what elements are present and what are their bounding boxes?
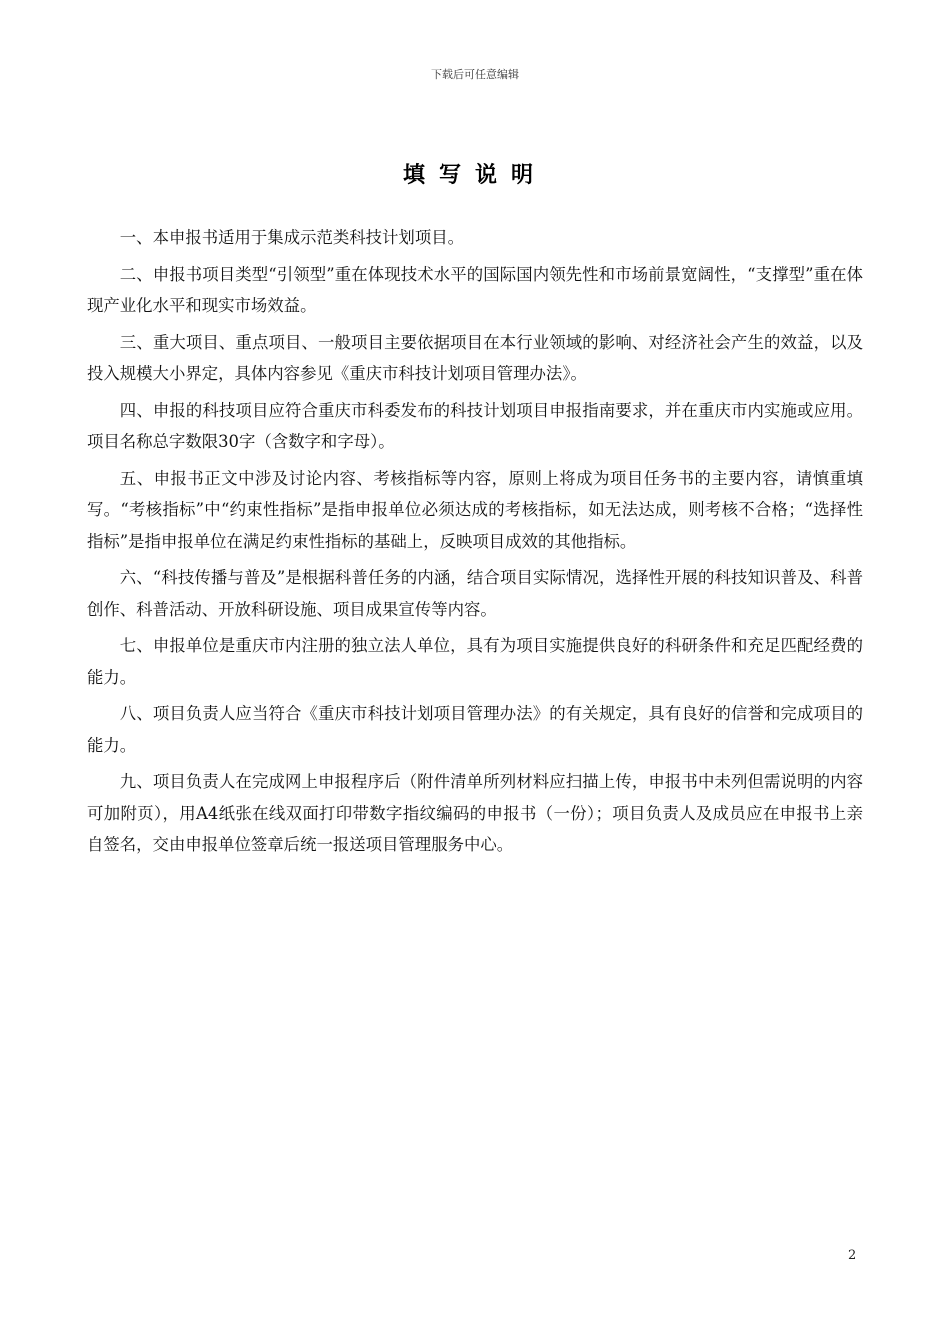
header-note: 下载后可任意编辑: [431, 68, 519, 81]
instruction-paragraph-5: 五、申报书正文中涉及讨论内容、考核指标等内容，原则上将成为项目任务书的主要内容，请慎重填写。“考核指标”中“约束性指标”是指申报单位必须达成的考核指标，如无法达成，则考核不合格；“选择性指标”是指申报单位在满足约束性指标的基础上，反映项目成效的其他指标。: [87, 468, 863, 551]
instruction-paragraph-3: 三、重大项目、重点项目、一般项目主要依据项目在本行业领域的影响、对经济社会产生的效益，以及投入规模大小界定，具体内容参见《重庆市科技计划项目管理办法》。: [87, 332, 863, 383]
page-number: 2: [848, 1248, 857, 1263]
instruction-paragraph-6: 六、“科技传播与普及”是根据科普任务的内涵，结合项目实际情况，选择性开展的科技知识普及、科普创作、科普活动、开放科研设施、项目成果宣传等内容。: [87, 568, 863, 619]
instruction-paragraph-7: 七、申报单位是重庆市内注册的独立法人单位，具有为项目实施提供良好的科研条件和充足匹配经费的能力。: [87, 636, 863, 687]
instruction-paragraph-8: 八、项目负责人应当符合《重庆市科技计划项目管理办法》的有关规定，具有良好的信誉和完成项目的能力。: [87, 704, 863, 755]
instruction-paragraph-2: 二、申报书项目类型“引领型”重在体现技术水平的国际国内领先性和市场前景宽阔性，“支撑型”重在体现产业化水平和现实市场效益。: [87, 264, 863, 315]
instruction-paragraph-9: 九、项目负责人在完成网上申报程序后（附件清单所列材料应扫描上传，申报书中未列但需说明的内容可加附页），用A4纸张在线双面打印带数字指纹编码的申报书（一份）；项目负责人及成员应在申报书上亲自签名，交由申报单位签章后统一报送项目管理服务中心。: [87, 772, 863, 854]
page-title: 填写说明: [402, 162, 547, 188]
instruction-paragraph-1: 一、本申报书适用于集成示范类科技计划项目。: [119, 228, 464, 247]
instruction-paragraph-4: 四、申报的科技项目应符合重庆市科委发布的科技计划项目申报指南要求，并在重庆市内实施或应用。项目名称总字数限30字（含数字和字母）。: [87, 400, 863, 451]
instructions-body: [87, 222, 863, 866]
